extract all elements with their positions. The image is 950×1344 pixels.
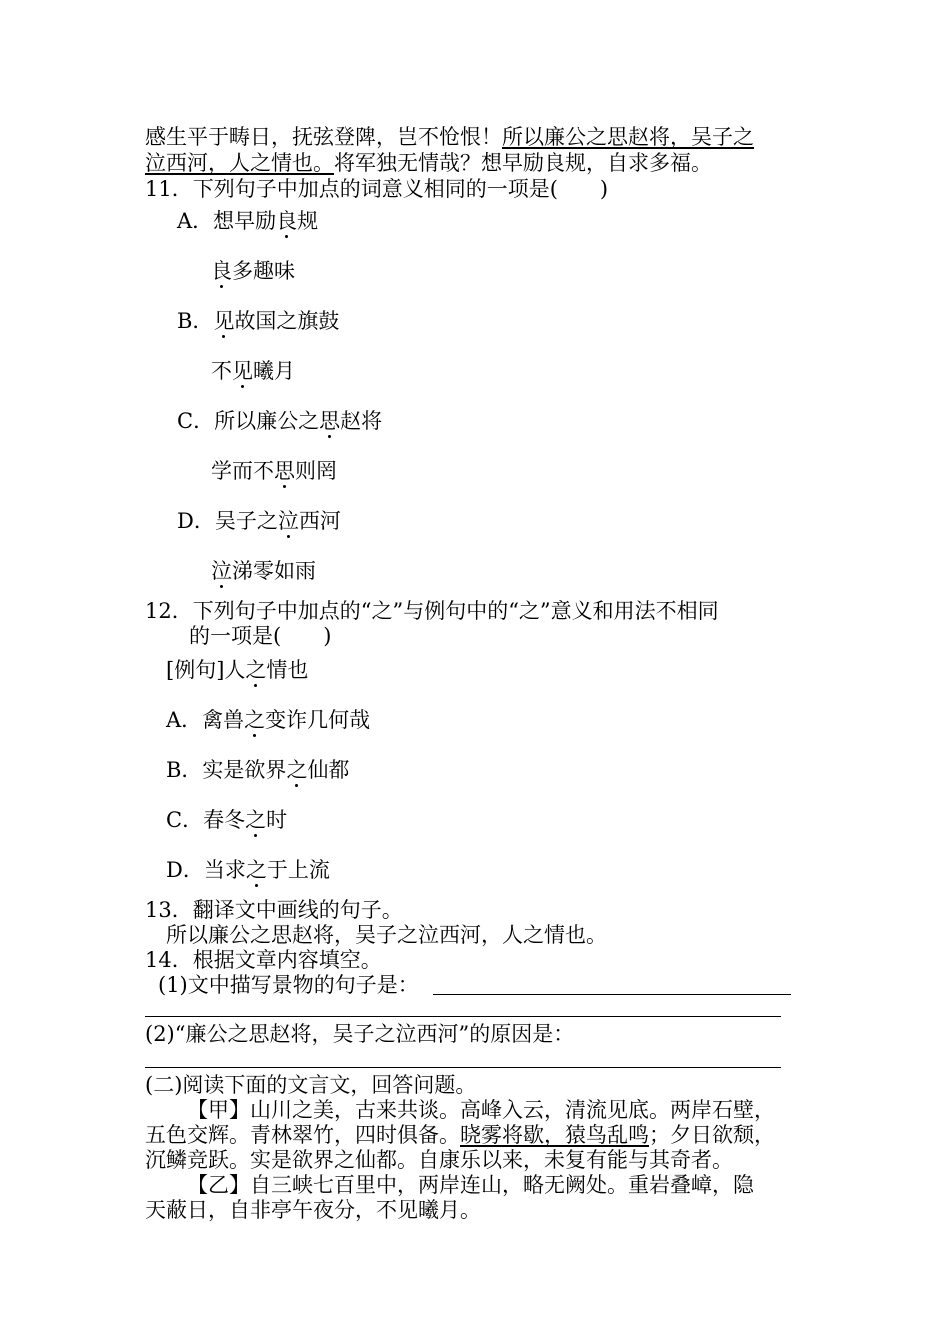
q12-option-b[interactable] — [166, 757, 349, 783]
passage-yi-line2: 天蔽日，自非亭午夜分，不见曦月。 — [145, 1198, 481, 1222]
q11-option-c-line1[interactable] — [177, 408, 382, 434]
q12-stem-line2: 的一项是( ) — [189, 624, 332, 648]
q13-sentence: 所以廉公之思赵将，吴子之泣西河，人之情也。 — [166, 923, 607, 947]
q11-option-c-line2 — [211, 458, 337, 484]
q11-option-a-line1[interactable] — [177, 208, 318, 234]
passage-jia-line2 — [145, 1122, 775, 1148]
option-text: A．想早励 — [177, 209, 277, 233]
option-text: 曦月 — [253, 359, 295, 383]
q14-part1-answer-blank-2[interactable] — [145, 1016, 781, 1017]
option-text: 涕零如雨 — [232, 559, 316, 583]
passage-line-2 — [145, 150, 712, 176]
passage-text: 感生平于畴日，抚弦登陴，岂不怆恨！ — [145, 125, 502, 149]
passage-yi-line1: 【乙】自三峡七百里中，两岸连山，略无阙处。重岩叠嶂，隐 — [187, 1173, 754, 1197]
dotted-word: 思 — [274, 459, 295, 483]
q11-option-b-line1[interactable] — [177, 308, 339, 334]
q13-stem: 13．翻译文中画线的句子。 — [145, 898, 403, 922]
q11-option-d-line1[interactable] — [177, 508, 341, 534]
option-text: 变诈几何哉 — [265, 708, 371, 732]
option-text: 多趣味 — [232, 259, 295, 283]
q11-option-d-line2 — [211, 558, 316, 584]
q14-part2-answer-blank[interactable] — [145, 1067, 781, 1068]
dotted-word: 思 — [319, 409, 341, 433]
option-text: B．实是欲界 — [166, 758, 287, 782]
underlined-sentence: 泣西河，人之情也。 — [145, 151, 334, 175]
option-text: 故国之旗鼓 — [234, 309, 340, 333]
underlined-sentence: 所以廉公之思赵将，吴子之 — [502, 125, 754, 149]
q14-part1-answer-blank[interactable] — [433, 994, 791, 995]
q14-part2-label: (2)“廉公之思赵将，吴子之泣西河”的原因是： — [145, 1022, 575, 1046]
passage-text: 五色交辉。青林翠竹，四时俱备。 — [145, 1123, 460, 1147]
underlined-sentence: 晓雾将歇，猿鸟乱鸣 — [460, 1123, 649, 1147]
q12-example — [166, 657, 308, 683]
dotted-word: 泣 — [211, 559, 232, 583]
dotted-word: 见 — [213, 309, 235, 333]
option-text: B． — [177, 309, 214, 333]
option-text: C．春冬 — [166, 808, 246, 832]
dotted-word: 见 — [232, 359, 253, 383]
dotted-word: 之 — [245, 658, 267, 682]
option-text: D．当求 — [166, 858, 246, 882]
dotted-word: 之 — [245, 858, 267, 882]
q14-part1-label: (1)文中描写景物的句子是： — [158, 973, 419, 997]
option-text: C．所以廉公之 — [177, 409, 320, 433]
q11-stem: 11．下列句子中加点的词意义相同的一项是( ) — [145, 177, 609, 201]
dotted-word: 之 — [245, 808, 267, 832]
q12-stem-line1: 12．下列句子中加点的“之”与例句中的“之”意义和用法不相同 — [145, 599, 719, 623]
option-text: 规 — [297, 209, 319, 233]
example-text: 情也 — [266, 658, 309, 682]
passage-text: ；夕日欲颓， — [649, 1123, 775, 1147]
q12-option-a[interactable] — [166, 707, 370, 733]
option-text: 于上流 — [266, 858, 330, 882]
option-text: 时 — [266, 808, 288, 832]
q14-stem: 14．根据文章内容填空。 — [145, 948, 382, 972]
dotted-word: 良 — [276, 209, 298, 233]
option-text: D．吴子之 — [177, 509, 278, 533]
passage-jia-line3: 沉鳞竞跃。实是欲界之仙都。自康乐以来，未复有能与其奇者。 — [145, 1148, 733, 1172]
option-text: 仙都 — [307, 758, 350, 782]
option-text: A．禽兽 — [166, 708, 245, 732]
option-text: 则罔 — [295, 459, 337, 483]
passage-text: 将军独无情哉？想早励良规，自求多福。 — [334, 151, 712, 175]
dotted-word: 之 — [286, 758, 308, 782]
dotted-word: 泣 — [277, 509, 299, 533]
option-text: 西河 — [298, 509, 341, 533]
dotted-word: 之 — [244, 708, 266, 732]
q12-option-d[interactable] — [166, 857, 330, 883]
part2-heading: (二)阅读下面的文言文，回答问题。 — [145, 1073, 477, 1097]
option-text: 学而不 — [211, 459, 274, 483]
option-text: 赵将 — [340, 409, 383, 433]
q12-option-c[interactable] — [166, 807, 287, 833]
example-text: [例句]人 — [166, 658, 246, 682]
q11-option-a-line2 — [211, 258, 295, 284]
q11-option-b-line2 — [211, 358, 295, 384]
option-text: 不 — [211, 359, 232, 383]
passage-line-1 — [145, 124, 754, 150]
dotted-word: 良 — [211, 259, 232, 283]
passage-jia-line1: 【甲】山川之美，古来共谈。高峰入云，清流见底。两岸石壁， — [187, 1098, 775, 1122]
